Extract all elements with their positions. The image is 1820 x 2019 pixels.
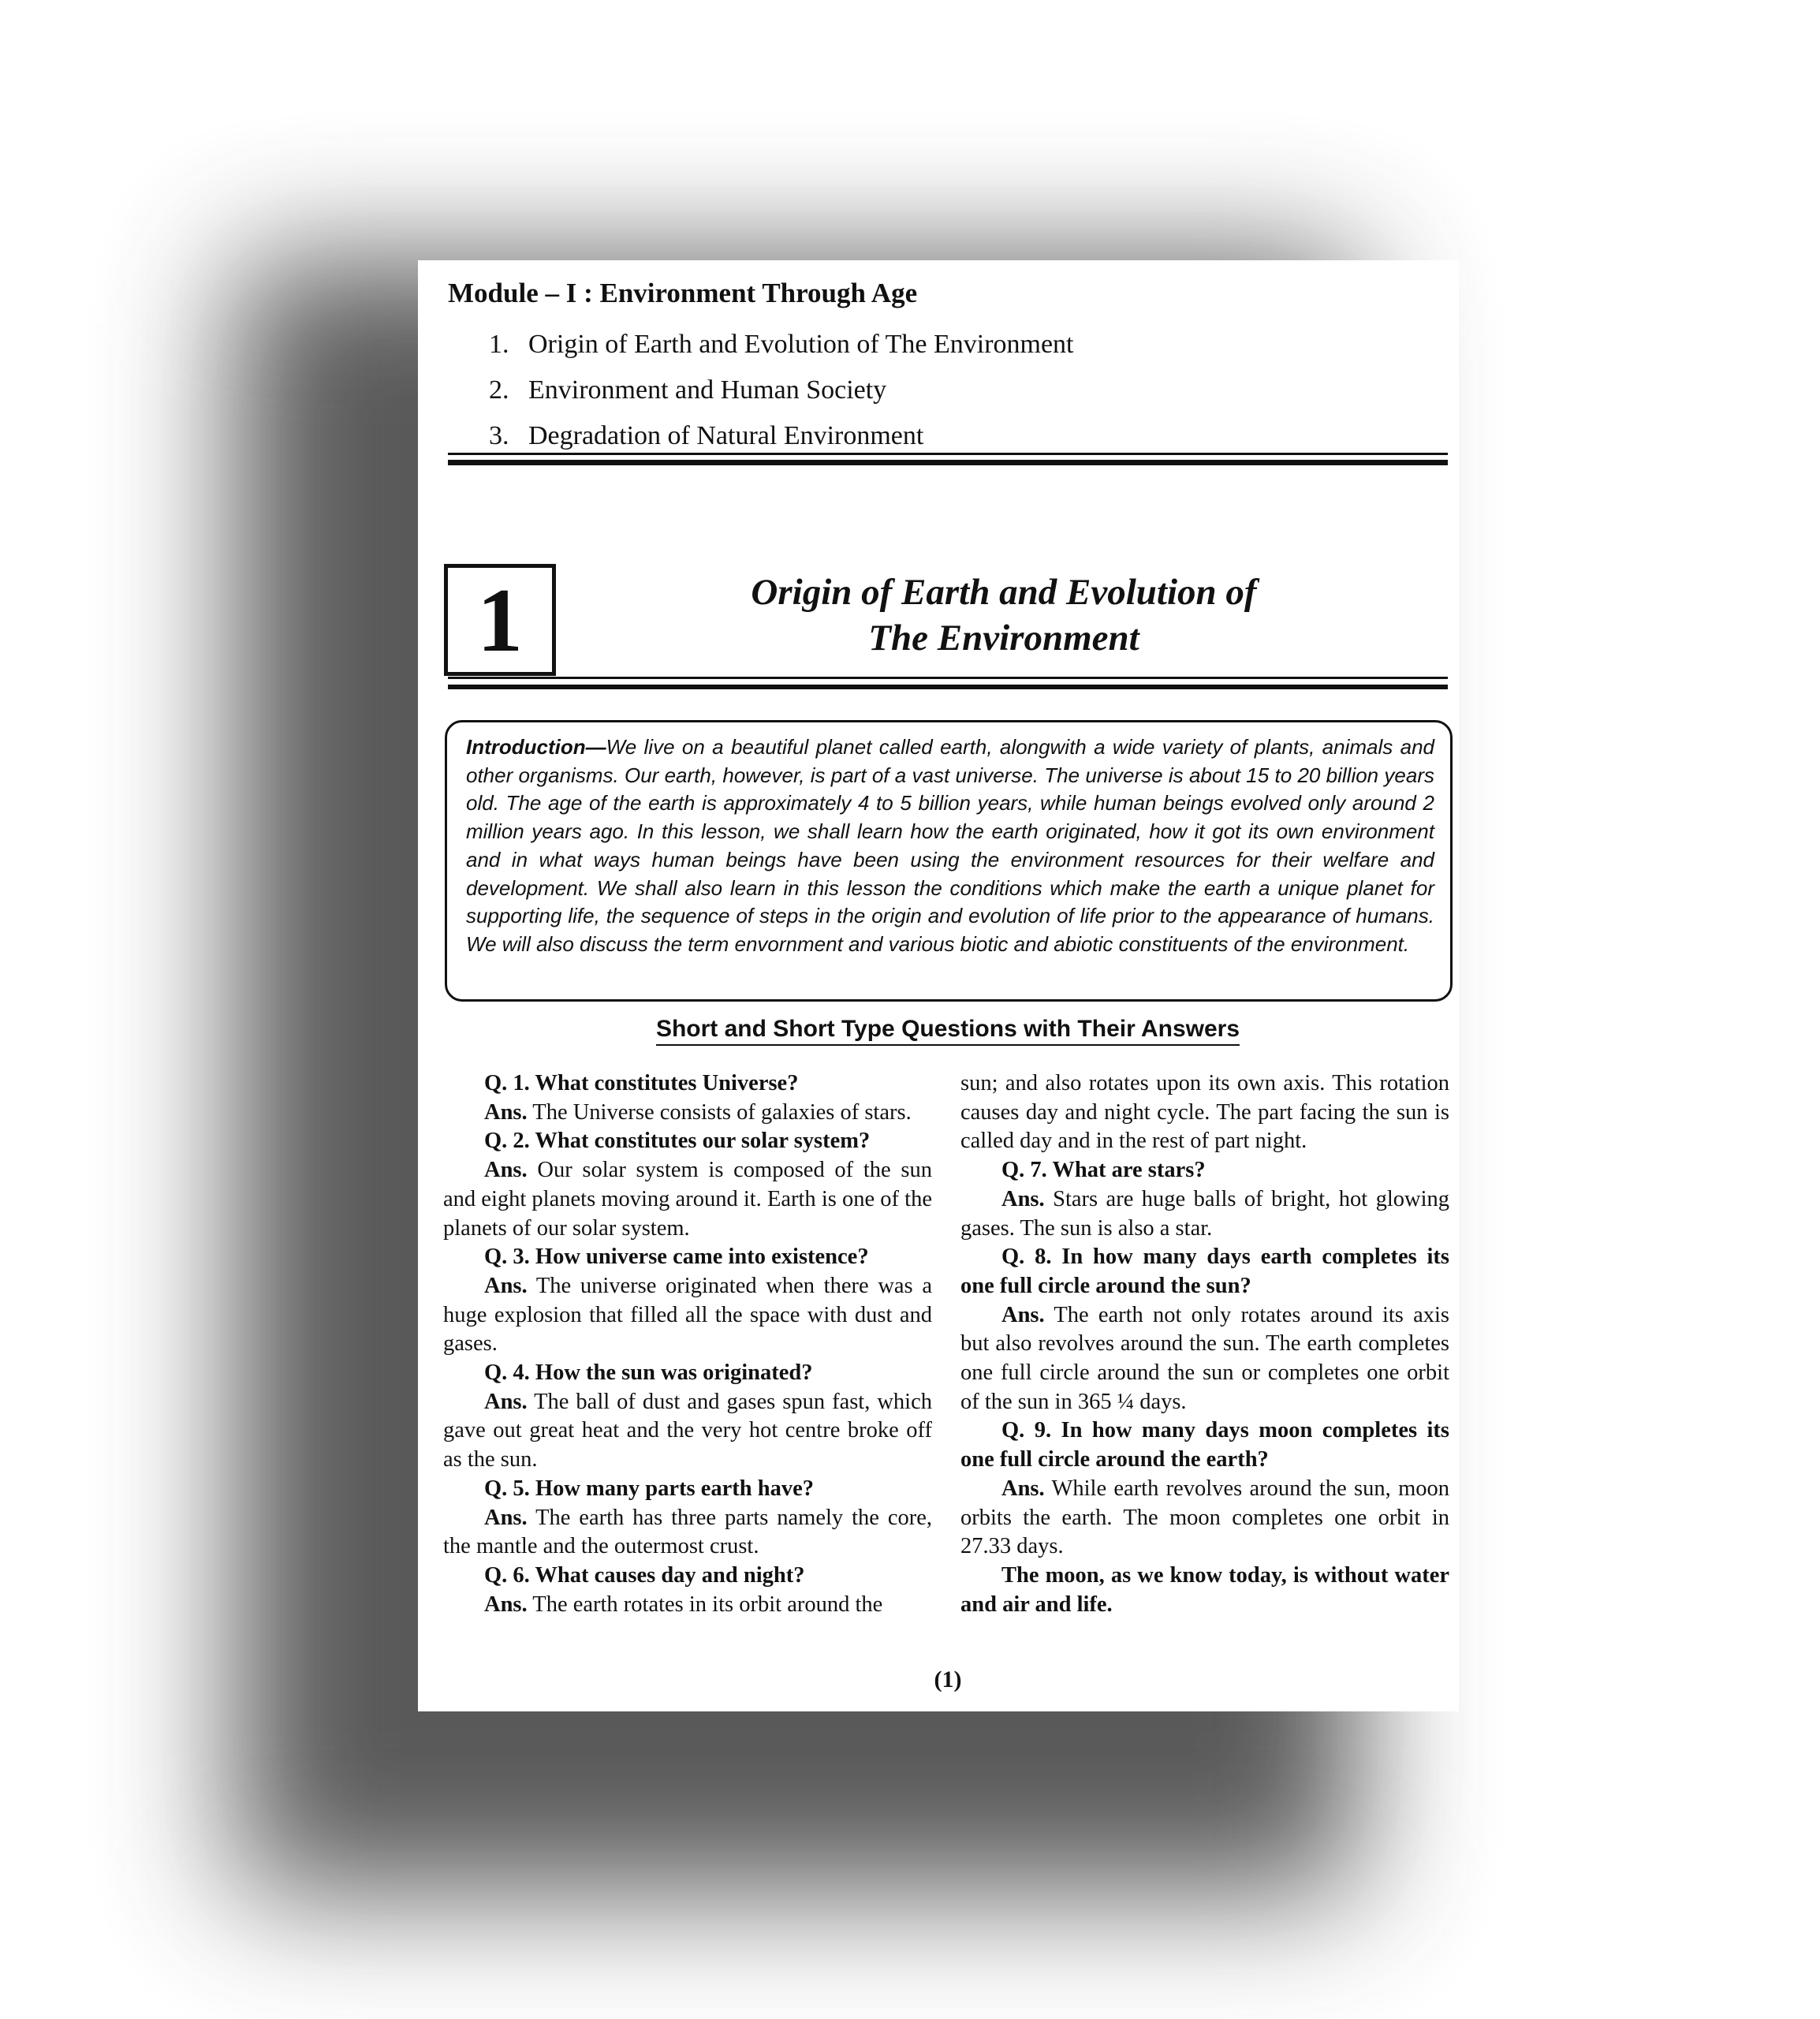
module-title: Module – I : Environment Through Age [448, 278, 918, 308]
ans-label: Ans. [484, 1273, 528, 1298]
chapter-number-box: 1 [444, 564, 556, 676]
ans-label: Ans. [1001, 1476, 1045, 1501]
answer-text: Our solar system is composed of the sun and eight planets moving around it. Earth is one of the planets of our solar system. [443, 1158, 933, 1241]
left-column [443, 1069, 932, 1619]
ans-label: Ans. [484, 1099, 528, 1125]
question-9: Q. 9. In how many days moon completes its one full circle around the earth? [960, 1418, 1449, 1472]
topic-number: 1. [489, 330, 509, 359]
module-divider-thick [448, 460, 1448, 465]
answer-5 [443, 1504, 932, 1562]
answer-9 [960, 1475, 1449, 1562]
qa-section-heading [448, 1016, 1448, 1043]
answer-text: The universe originated when there was a huge explosion that filled all the space with dust and gases. [443, 1273, 932, 1357]
answer-1 [443, 1099, 932, 1128]
topic-title: Environment and Human Society [528, 375, 887, 405]
chapter-divider-thick [448, 685, 1448, 689]
answer-text: The earth has three parts namely the core, the mantle and the outermost crust. [443, 1505, 932, 1559]
question-8: Q. 8. In how many days earth completes its one full circle around the sun? [960, 1245, 1449, 1298]
ans-label: Ans. [484, 1158, 528, 1183]
ans-label: Ans. [1001, 1302, 1045, 1327]
answer-7 [960, 1185, 1449, 1243]
topic-title: Origin of Earth and Evolution of The Environment [528, 330, 1074, 359]
answer-text: The earth not only rotates around its axis but also revolves around the sun. The earth completes one full circle around the sun or completes one orbit of the sun in 365 ¼ days. [960, 1302, 1449, 1414]
answer-8 [960, 1301, 1449, 1417]
introduction-label: Introduction— [466, 735, 606, 759]
introduction-box [445, 720, 1453, 1002]
topic-number: 2. [489, 375, 509, 405]
question-7: Q. 7. What are stars? [1001, 1158, 1206, 1183]
topic-title: Degradation of Natural Environment [528, 421, 924, 450]
module-topic-list [489, 322, 1074, 459]
answer-text: The Universe consists of galaxies of stars. [532, 1099, 912, 1125]
answer-6-continuation: sun; and also rotates upon its own axis. This rotation causes day and night cycle. The part facing the sun is called day and in the rest of part night. [960, 1071, 1449, 1154]
topic-item [489, 368, 1074, 413]
page-number: (1) [934, 1666, 962, 1692]
closing-note: The moon, as we know today, is without water and air and life. [960, 1562, 1449, 1617]
question-2: Q. 2. What constitutes our solar system? [484, 1129, 871, 1154]
answer-text: While earth revolves around the sun, moon orbits the earth. The moon completes one orbit in 27.33 days. [960, 1476, 1449, 1559]
answer-text: Stars are huge balls of bright, hot glowing gases. The sun is also a star. [960, 1186, 1450, 1241]
chapter-divider-thin [448, 677, 1448, 679]
answer-6 [443, 1591, 932, 1620]
book-page [418, 260, 1459, 1711]
topic-item [489, 322, 1074, 368]
chapter-title-line2: The Environment [868, 618, 1139, 659]
answer-text: The earth rotates in its orbit around the [532, 1592, 883, 1617]
question-1: Q. 1. What constitutes Universe? [484, 1071, 799, 1095]
question-4: Q. 4. How the sun was originated? [484, 1360, 813, 1386]
right-column [960, 1069, 1449, 1619]
module-divider-thin [448, 453, 1448, 455]
answer-4 [443, 1388, 932, 1475]
introduction-text: We live on a beautiful planet called earth, alongwith a wide variety of plants, animals and other organisms. Our earth, however, is part of a vast universe. The universe is about 15 to 20 billion years old. The age of the earth is approximately 4 to 5 billion years, while human beings evolved only around 2 million years ago. In this lesson, we shall learn how the earth originated, how it got its own environment and in what ways human beings have been using the environment resources for their welfare and development. We shall also learn in this lesson the conditions which make the earth a unique planet for supporting life, the sequence of steps in the origin and evolution of life prior to the appearance of humans. We will also discuss the term envornment and various biotic and abiotic constituents of the environment. [466, 735, 1434, 956]
topic-number: 3. [489, 421, 509, 450]
ans-label: Ans. [484, 1592, 528, 1617]
qa-heading-text: Short and Short Type Questions with Their Answers [656, 1016, 1240, 1046]
chapter-title-line1: Origin of Earth and Evolution of [751, 572, 1257, 613]
chapter-title [590, 569, 1418, 661]
question-5: Q. 5. How many parts earth have? [484, 1476, 814, 1501]
answer-text: The ball of dust and gases spun fast, which gave out great heat and the very hot centre broke off as the sun. [443, 1389, 932, 1472]
ans-label: Ans. [484, 1505, 528, 1530]
ans-label: Ans. [1001, 1186, 1045, 1211]
question-6: Q. 6. What causes day and night? [484, 1562, 805, 1588]
ans-label: Ans. [484, 1389, 528, 1414]
answer-3 [443, 1272, 932, 1359]
answer-2 [443, 1156, 932, 1243]
question-3: Q. 3. How universe came into existence? [484, 1245, 869, 1270]
